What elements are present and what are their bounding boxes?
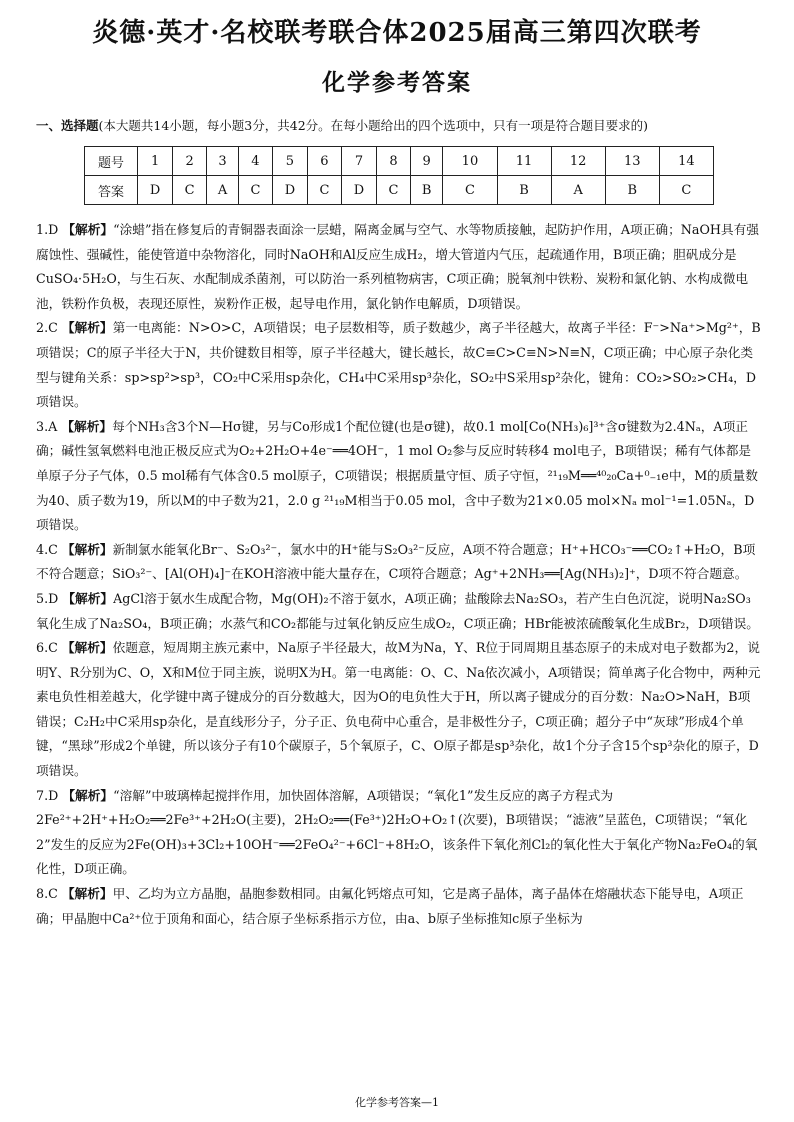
question-number: 3 xyxy=(207,147,239,176)
explanation-text: “涂蜡”指在修复后的青铜器表面涂一层蜡，隔离金属与空气、水等物质接触，起防护作用，A项正确；NaOH具有强腐蚀性、强碱性，能使管道中杂物溶化，同时NaOH和Al反应生成H₂，增大管道内气压，起疏通作用，B项正确；胆矾成分是CuSO₄·5H₂O，与生石灰、水配制成杀菌剂，可以防治一系列植物病害，C项正确；脱氧剂中铁粉、炭粉和氯化钠、水构成微电池，铁粉作负极，表现还原性，炭粉作正极，起导电作用，氯化钠作电解质，D项错误。 xyxy=(36,222,759,311)
item-number: 6.C xyxy=(36,640,58,656)
answer-table-number-row xyxy=(85,147,714,176)
item-number: 2.C xyxy=(36,320,58,336)
page-title: 炎德·英才·名校联考联合体2025届高三第四次联考 xyxy=(92,18,702,48)
section-heading xyxy=(36,116,766,134)
explanation-list xyxy=(36,218,762,931)
question-number: 7 xyxy=(341,147,376,176)
analysis-tag: 【解析】 xyxy=(61,418,113,434)
question-number: 13 xyxy=(605,147,659,176)
row-label-answer: 答案 xyxy=(85,176,138,205)
explanation-item xyxy=(36,218,762,316)
explanation-text: 甲、乙均为立方晶胞，晶胞参数相同。由氟化钙熔点可知，它是离子晶体，离子晶体在熔融状态下能导电，A项正确；甲晶胞中Ca²⁺位于顶角和面心，结合原子坐标系指示方位，由a、b原子坐标推知c原子坐标为 xyxy=(36,886,744,926)
explanation-item xyxy=(36,784,762,882)
answer-cell: D xyxy=(341,176,376,205)
explanation-item xyxy=(36,538,762,587)
section-note: (本大题共14小题，每小题3分，共42分。在每小题给出的四个选项中，只有一项是符合题目要求的) xyxy=(98,118,649,133)
item-number: 4.C xyxy=(36,541,58,557)
explanation-text: 第一电离能：N>O>C，A项错误；电子层数相等，质子数越少，离子半径越大，故离子半径：F⁻>Na⁺>Mg²⁺，B项错误；C的原子半径大于N，共价键数目相等，原子半径越大，键长越长，故C≡C>C≡N>N≡N，C项正确；中心原子杂化类型与键角关系：sp>sp²>sp³，CO₂中C采用sp杂化，CH₄中C采用sp³杂化，SO₂中S采用sp²杂化，键角：CO₂>SO₂>CH₄，D项错误。 xyxy=(36,320,761,410)
analysis-tag: 【解析】 xyxy=(61,640,113,656)
explanation-text: AgCl溶于氨水生成配合物，Mg(OH)₂不溶于氨水，A项正确；盐酸除去Na₂SO₃，若产生白色沉淀，说明Na₂SO₃氧化生成了Na₂SO₄，B项正确；水蒸气和CO₂都能与过氧化钠反应生成O₂，C项正确；HBr能被浓硫酸氧化生成Br₂，D项错误。 xyxy=(36,590,759,631)
explanation-item xyxy=(36,636,762,784)
explanation-text: “溶解”中玻璃棒起搅拌作用，加快固体溶解，A项错误；“氧化1”发生反应的离子方程式为2Fe²⁺+2H⁺+H₂O₂══2Fe³⁺+2H₂O(主要)，2H₂O₂══(Fe³⁺)2H₂O+O₂↑(次要)，B项错误；“滤液”呈蓝色，C项错误；“氧化2”发生的反应为2Fe(OH)₃+3Cl₂+10OH⁻══2FeO₄²⁻+6Cl⁻+8H₂O，该条件下氧化剂Cl₂的氧化性大于氧化产物Na₂FeO₄的氧化性，D项正确。 xyxy=(36,787,758,877)
explanation-text: 依题意，短周期主族元素中，Na原子半径最大，故M为Na，Y、R位于同周期且基态原子的未成对电子数都为2，说明Y、R分别为C、O，X和M位于同主族，说明X为H。第一电离能：O、C、Na依次减小，A项错误；简单离子化合物中，两种元素电负性相差越大，化学键中离子键成分的百分数越大，因为O的电负性大于H，所以离子键成分的百分数：Na₂O>NaH，B项错误；C₂H₂中C采用sp杂化，是直线形分子，分子正、负电荷中心重合，是非极性分子，C项正确；超分子中“灰球”形成4个单键，“黑球”形成2个单键，所以该分子有10个碳原子，5个氧原子，C、O原子都是sp³杂化，故1个分子含15个sp³杂化的原子，D项错误。 xyxy=(36,640,761,779)
answer-cell: C xyxy=(659,176,713,205)
item-number: 7.D xyxy=(36,787,59,803)
question-number: 1 xyxy=(138,147,173,176)
page-footer: 化学参考答案—1 xyxy=(355,1096,439,1109)
question-number: 2 xyxy=(173,147,207,176)
item-number: 3.A xyxy=(36,418,58,434)
question-number: 12 xyxy=(551,147,605,176)
analysis-tag: 【解析】 xyxy=(62,222,114,237)
explanation-item xyxy=(36,415,762,538)
analysis-tag: 【解析】 xyxy=(62,787,114,803)
explanation-item xyxy=(36,316,762,414)
answer-table xyxy=(84,146,714,205)
answer-cell: C xyxy=(443,176,497,205)
question-number: 14 xyxy=(659,147,713,176)
row-label-number: 题号 xyxy=(85,147,138,176)
question-number: 5 xyxy=(272,147,307,176)
question-number: 9 xyxy=(410,147,443,176)
answer-cell: C xyxy=(239,176,273,205)
item-number: 5.D xyxy=(36,590,59,606)
answer-cell: B xyxy=(497,176,551,205)
answer-cell: B xyxy=(605,176,659,205)
question-number: 10 xyxy=(443,147,497,176)
explanation-item xyxy=(36,587,762,636)
analysis-tag: 【解析】 xyxy=(61,541,113,557)
section-title: 一、选择题 xyxy=(36,118,99,133)
question-number: 6 xyxy=(308,147,342,176)
answer-table-answer-row xyxy=(85,176,714,205)
answer-cell: C xyxy=(173,176,207,205)
answer-cell: A xyxy=(551,176,605,205)
explanation-item xyxy=(36,882,762,931)
explanation-text: 新制氯水能氧化Br⁻、S₂O₃²⁻，氯水中的H⁺能与S₂O₃²⁻反应，A项不符合题意；H⁺+HCO₃⁻══CO₂↑+H₂O，B项不符合题意；SiO₃²⁻、[Al(OH)₄]⁻在KOH溶液中能大量存在，C项符合题意；Ag⁺+2NH₃══[Ag(NH₃)₂]⁺，D项不符合题意。 xyxy=(36,541,756,582)
question-number: 11 xyxy=(497,147,551,176)
answer-cell: D xyxy=(272,176,307,205)
question-number: 4 xyxy=(239,147,273,176)
answer-cell: C xyxy=(308,176,342,205)
answer-cell: C xyxy=(377,176,411,205)
answer-cell: B xyxy=(410,176,443,205)
analysis-tag: 【解析】 xyxy=(61,320,113,336)
item-number: 1.D xyxy=(36,222,59,237)
item-number: 8.C xyxy=(36,886,58,902)
question-number: 8 xyxy=(377,147,411,176)
explanation-text: 每个NH₃含3个N—Hσ键，另与Co形成1个配位键(也是σ键)，故0.1 mol[Co(NH₃)₆]³⁺含σ键数为2.4Nₐ，A项正确；碱性氢氧燃料电池正极反应式为O₂+2H₂O+4e⁻══4OH⁻，1 mol O₂参与反应时转移4 mol电子，B项错误；稀有气体都是单原子分子气体，0.5 mol稀有气体含0.5 mol原子，C项错误；根据质量守恒、质子守恒，²¹₁₉M══⁴⁰₂₀Ca+⁰₋₁e中，M的质量数为40、质子数为19，所以M的中子数为21，2.0 g ²¹₁₉M相当于0.05 mol，含中子数为21×0.05 mol×Nₐ mol⁻¹=1.05Nₐ，D项错误。 xyxy=(36,418,758,533)
analysis-tag: 【解析】 xyxy=(61,886,113,902)
page-subtitle: 化学参考答案 xyxy=(322,69,472,96)
analysis-tag: 【解析】 xyxy=(62,590,114,606)
answer-cell: D xyxy=(138,176,173,205)
answer-cell: A xyxy=(207,176,239,205)
